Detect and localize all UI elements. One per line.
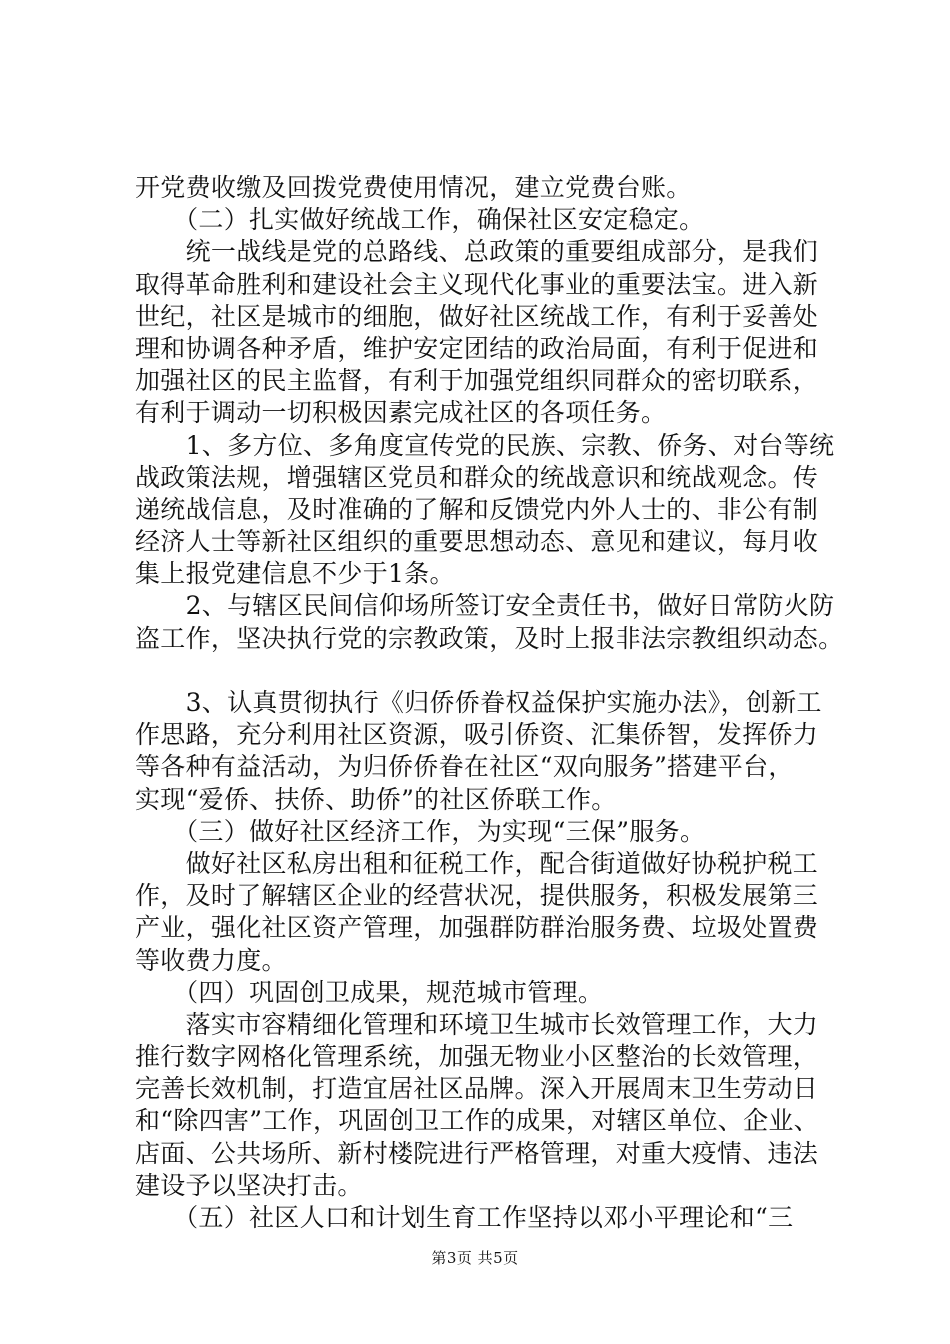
page-footer: 第3页 共5页 (431, 1249, 519, 1267)
text-line: 建设予以坚决打击。 (135, 1170, 363, 1200)
text-line: 世纪，社区是城市的细胞，做好社区统战工作，有利于妥善处 (135, 301, 819, 331)
blank-line (135, 655, 855, 687)
text-line: 统一战线是党的总路线、总政策的重要组成部分，是我们 (135, 237, 819, 267)
text-line: 推行数字网格化管理系统，加强无物业小区整治的长效管理， (135, 1042, 819, 1072)
text-line: 理和协调各种矛盾，维护安定团结的政治局面，有利于促进和 (135, 333, 819, 363)
document-body (135, 172, 855, 1234)
text-line: 有利于调动一切积极因素完成社区的各项任务。 (135, 398, 667, 428)
text-line: （五）社区人口和计划生育工作坚持以邓小平理论和“三 (135, 1203, 794, 1232)
text-line: （四）巩固创卫成果，规范城市管理。 (135, 977, 604, 1007)
text-line: 战政策法规，增强辖区党员和群众的统战意识和统战观念。传 (135, 462, 819, 492)
text-line: 等收费力度。 (135, 945, 287, 975)
text-line: 等各种有益活动，为归侨侨眷在社区“双向服务”搭建平台， (135, 752, 794, 782)
text-line: 作，及时了解辖区企业的经营状况，提供服务，积极发展第三 (135, 881, 819, 911)
text-line: 盗工作，坚决执行党的宗教政策，及时上报非法宗教组织动态。 (135, 623, 844, 653)
text-line: 2、与辖区民间信仰场所签订安全责任书，做好日常防火防 (135, 591, 835, 621)
text-line: 加强社区的民主监督，有利于加强党组织同群众的密切联系， (135, 366, 819, 396)
text-line: 落实市容精细化管理和环境卫生城市长效管理工作，大力 (135, 1009, 819, 1039)
text-line: 和“除四害”工作，巩固创卫工作的成果，对辖区单位、企业、 (135, 1106, 819, 1136)
text-line: 作思路，充分利用社区资源，吸引侨资、汇集侨智，发挥侨力 (135, 720, 819, 750)
text-line: 做好社区私房出租和征税工作，配合街道做好协税护税工 (135, 848, 819, 878)
text-line: 产业，强化社区资产管理，加强群防群治服务费、垃圾处置费 (135, 913, 819, 943)
text-line: 完善长效机制，打造宜居社区品牌。深入开展周末卫生劳动日 (135, 1074, 819, 1104)
text-line: 1、多方位、多角度宣传党的民族、宗教、侨务、对台等统 (135, 430, 835, 460)
text-line: 经济人士等新社区组织的重要思想动态、意见和建议，每月收 (135, 527, 819, 557)
text-line: 实现“爱侨、扶侨、助侨”的社区侨联工作。 (135, 784, 617, 814)
text-line: 取得革命胜利和建设社会主义现代化事业的重要法宝。进入新 (135, 269, 819, 299)
text-line: 集上报党建信息不少于1条。 (135, 559, 455, 589)
text-line: 店面、公共场所、新村楼院进行严格管理，对重大疫情、违法 (135, 1138, 819, 1168)
text-line: 递统战信息，及时准确的了解和反馈党内外人士的、非公有制 (135, 494, 819, 524)
text-line: （二）扎实做好统战工作，确保社区安定稳定。 (135, 205, 705, 235)
text-line: 开党费收缴及回拨党费使用情况，建立党费台账。 (135, 173, 692, 202)
text-line: （三）做好社区经济工作，为实现“三保”服务。 (135, 816, 706, 846)
text-line: 3、认真贯彻执行《归侨侨眷权益保护实施办法》，创新工 (135, 688, 822, 717)
